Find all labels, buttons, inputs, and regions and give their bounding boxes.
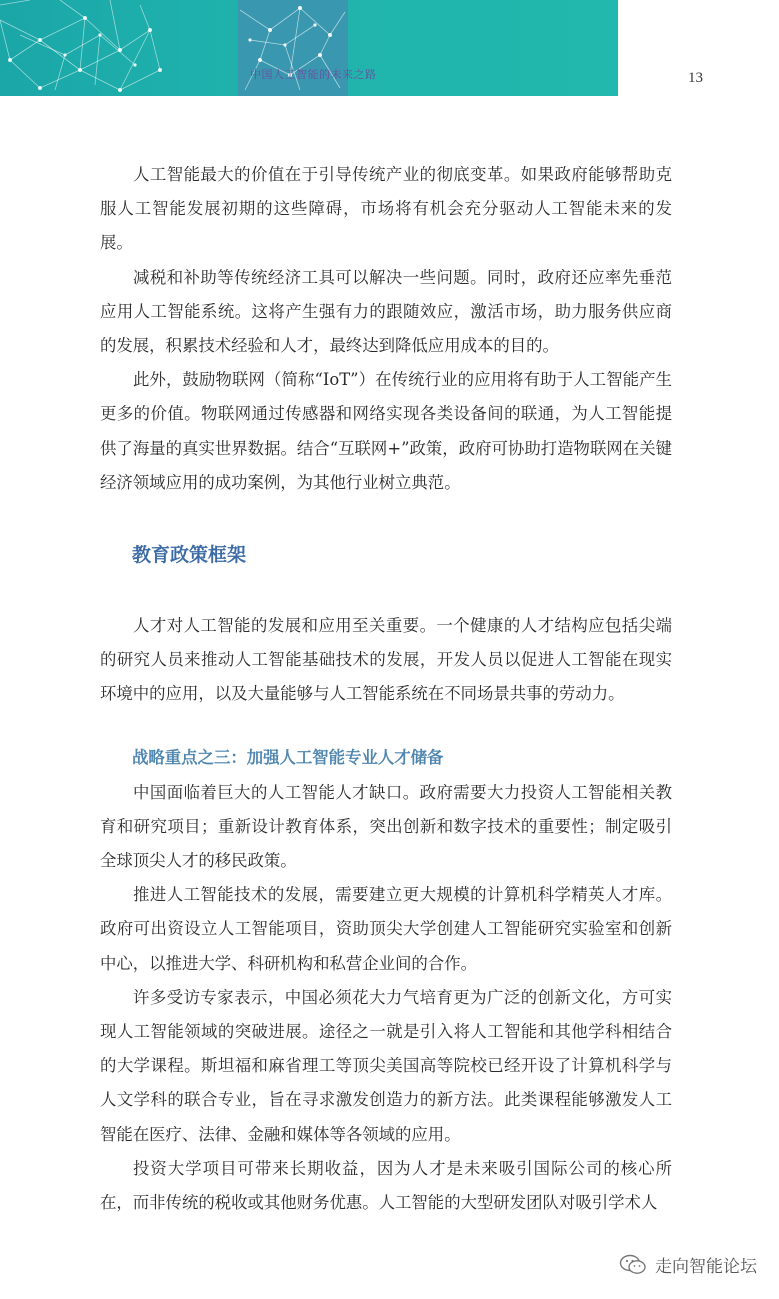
running-title: 中国人工智能的未来之路 bbox=[250, 68, 377, 81]
wechat-icon bbox=[619, 1254, 647, 1276]
paragraph: 减税和补助等传统经济工具可以解决一些问题。同时，政府还应率先垂范应用人工智能系统。这将产生强有力的跟随效应，激活市场，助力服务供应商的发展，积累技术经验和人才，最终达到降低应用成本的目的。 bbox=[100, 267, 672, 356]
main-content bbox=[100, 158, 672, 1220]
paragraph: 许多受访专家表示，中国必须花大力气培育更为广泛的创新文化，方可实现人工智能领域的突破进展。途径之一就是引入将人工智能和其他学科相结合的大学课程。斯坦福和麻省理工等顶尖美国高等院校已经开设了计算机科学与人文学科的联合专业，旨在寻求激发创造力的新方法。此类课程能够激发人工智能在医疗、法律、金融和媒体等各领域的应用。 bbox=[100, 987, 672, 1144]
paragraph: 中国面临着巨大的人工智能人才缺口。政府需要大力投资人工智能相关教育和研究项目；重新设计教育体系，突出创新和数字技术的重要性；制定吸引全球顶尖人才的移民政策。 bbox=[100, 782, 672, 871]
header-banner bbox=[0, 0, 618, 96]
sub-heading: 战略重点之三：加强人工智能专业人才储备 bbox=[132, 747, 444, 767]
page-number: 13 bbox=[688, 70, 703, 86]
section-heading: 教育政策框架 bbox=[132, 544, 247, 567]
paragraph: 推进人工智能技术的发展，需要建立更大规模的计算机科学精英人才库。政府可出资设立人工智能项目，资助顶尖大学创建人工智能研究实验室和创新中心，以推进大学、科研机构和私营企业间的合作。 bbox=[100, 885, 672, 973]
paragraph: 此外，鼓励物联网（简称“IoT”）在传统行业的应用将有助于人工智能产生更多的价值。物联网通过传感器和网络实现各类设备间的联通，为人工智能提供了海量的真实世界数据。结合“互联网+”政策，政府可协助打造物联网在关键经济领域应用的成功案例，为其他行业树立典范。 bbox=[100, 370, 672, 492]
watermark bbox=[619, 1252, 757, 1277]
watermark-label: 走向智能论坛 bbox=[655, 1257, 757, 1277]
paragraph: 人才对人工智能的发展和应用至关重要。一个健康的人才结构应包括尖端的研究人员来推动人工智能基础技术的发展，开发人员以促进人工智能在现实环境中的应用，以及大量能够与人工智能系统在不同场景共事的劳动力。 bbox=[100, 616, 672, 704]
paragraph: 人工智能最大的价值在于引导传统产业的彻底变革。如果政府能够帮助克服人工智能发展初期的这些障碍，市场将有机会充分驱动人工智能未来的发展。 bbox=[100, 165, 672, 253]
paragraph: 投资大学项目可带来长期收益，因为人才是未来吸引国际公司的核心所在，而非传统的税收或其他财务优惠。人工智能的大型研发团队对吸引学术人 bbox=[100, 1158, 672, 1213]
